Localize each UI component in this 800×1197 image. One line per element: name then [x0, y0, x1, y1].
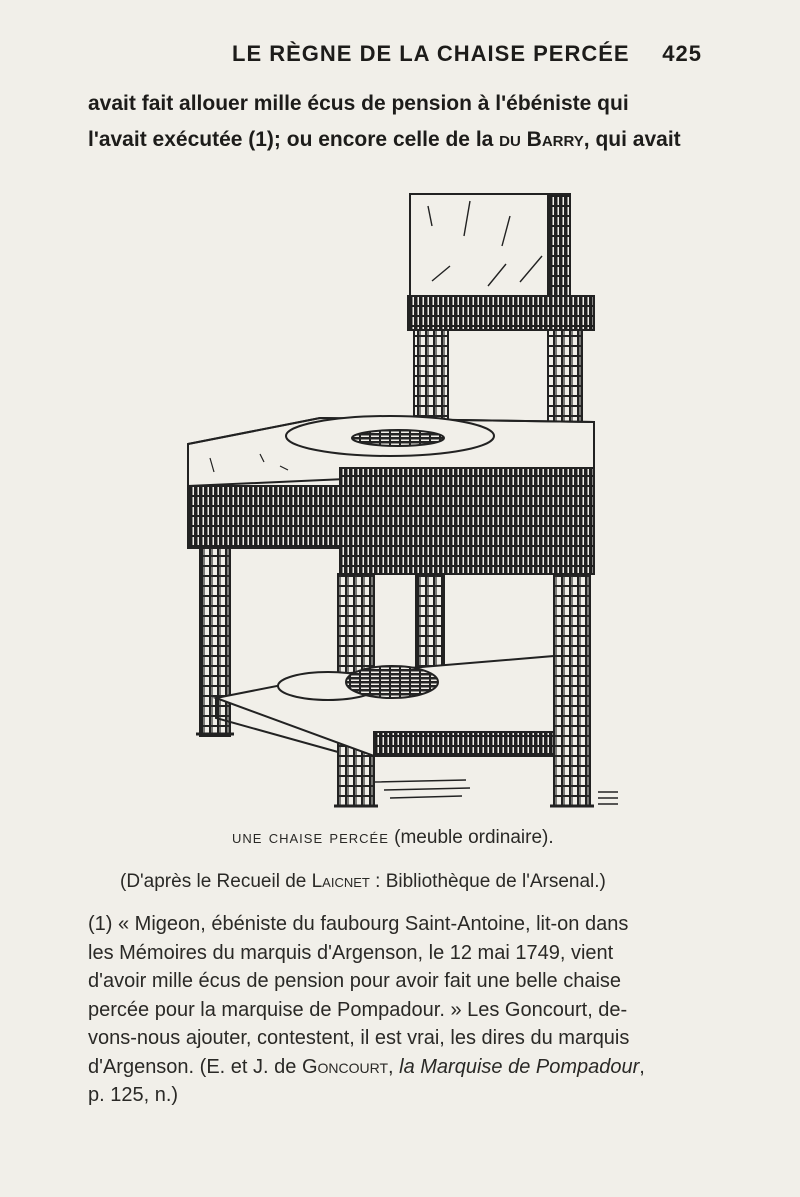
footnote [88, 910, 728, 1110]
running-head [232, 34, 702, 74]
page-number: 425 [662, 41, 702, 66]
footnote-line-1: (1) « Migeon, ébéniste du faubourg Saint-Antoine, lit-on dans [88, 913, 629, 935]
footnote-line-4: percée pour la marquise de Pompadour. » Les Goncourt, de- [88, 998, 628, 1021]
body-line-2: l'avait exécutée (1); ou encore celle de la du Barry, qui avait [88, 128, 681, 151]
footnote-line-2: les Mémoires du marquis d'Argenson, le 12 mai 1749, vient [88, 941, 614, 964]
body-line-1: avait fait allouer mille écus de pension à l'ébéniste qui [88, 92, 629, 115]
running-title: LE RÈGNE DE LA CHAISE PERCÉE [232, 41, 630, 66]
figure-credit: (D'après le Recueil de Laicnet : Bibliothèque de l'Arsenal.) [120, 871, 606, 892]
footnote-line-6: d'Argenson. (E. et J. de Goncourt, la Marquise de Pompadour, [88, 1055, 645, 1078]
footnote-line-3: d'avoir mille écus de pension pour avoir fait une belle chaise [88, 970, 622, 992]
body-text [88, 86, 732, 158]
footnote-line-5: vons-nous ajouter, contestent, il est vrai, les dires du marquis [88, 1027, 630, 1049]
chaise-percee-engraving [170, 186, 640, 818]
figure-caption: une chaise percée (meuble ordinaire). [232, 827, 554, 848]
footnote-line-7: p. 125, n.) [88, 1084, 179, 1106]
chair-illustration [170, 186, 640, 818]
